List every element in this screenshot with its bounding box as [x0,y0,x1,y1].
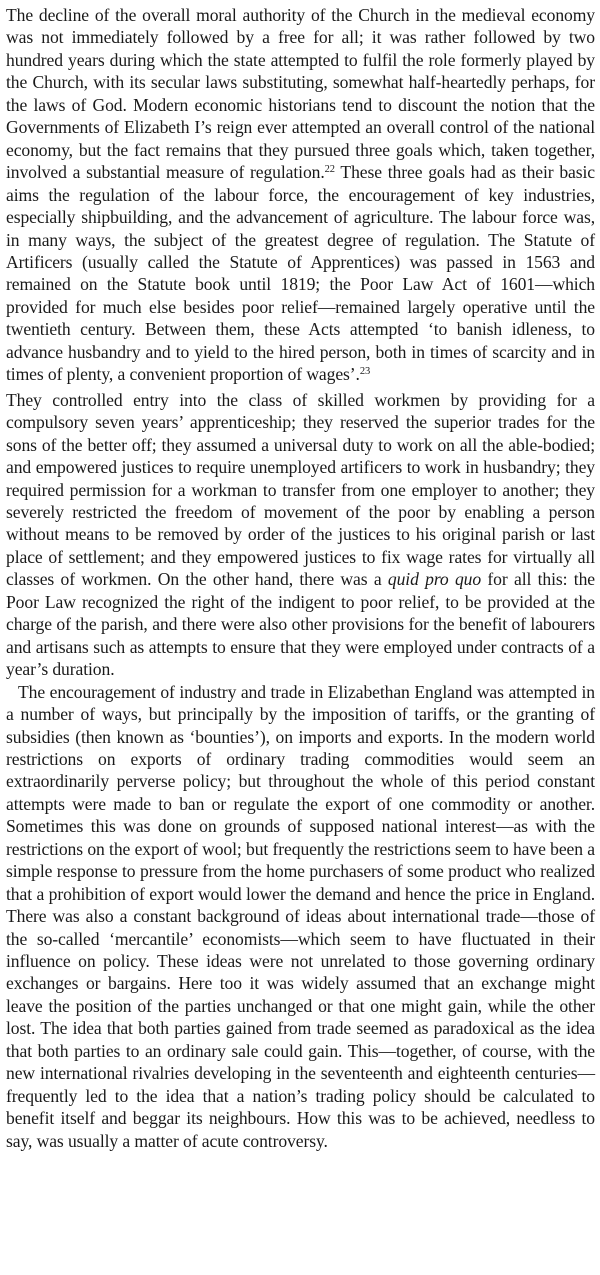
paragraph-3-text: The encouragement of industry and trade in Elizabethan England was attempted in a number of ways, but principally by the imposition of tariffs, or the granting of subsidies (then known as ‘bounties’), on imports and exports. In the modern world restrictions on exports of ordinary trading commodities would seem an extraordinarily perverse policy; but throughout the whole of this period constant attempts were made to ban or regulate the export of one commodity or another. Sometimes this was done on grounds of supposed national interest—as with the restrictions on the export of wool; but frequently the restrictions seem to have been a simple response to pressure from the home purchasers of some product who realized that a prohibition of export would lower the demand and hence the price in England. There was also a constant background of ideas about international trade—those of the so-called ‘mercantile’ economists—which seem to have fluctuated in their influence on policy. These ideas were not unrelated to those governing ordinary exchanges or bargains. Here too it was widely assumed that an exchange might leave the position of the parties unchanged or that one might gain, while the other lost. The idea that both parties gained from trade seemed as paradoxical as the idea that both parties to an ordinary sale could gain. This—together, of course, with the new international rivalries developing in the seventeenth and eighteenth centuries—frequently led to the idea that a nation’s trading policy should be calculated to benefit itself and beggar its neighbours. How this was to be achieved, needless to say, was usually a matter of acute controversy. [6,681,595,1151]
paragraph-3 [6,681,595,1153]
footnote-ref-22[interactable]: 22 [324,164,335,176]
latin-phrase: quid pro quo [387,569,482,590]
footnote-ref-23[interactable]: 23 [359,366,371,378]
paragraph-1-text-b: These three goals had as their basic aims the regulation of the labour force, the encouragement of key industries, especially shipbuilding, and the advancement of agriculture. The labour force was, in many ways, the subject of the greatest degree of regulation. The Statute of Artificers (usually called the Statute of Apprentices) was passed in 1563 and remained on the Statute book until 1819; the Poor Law Act of 1601—which provided for much else besides poor relief—remained largely operative until the twentieth century. Between them, these Acts attempted ‘to banish idleness, to advance husbandry and to yield to the hired person, both in times of scarcity and in times of plenty, a convenient proportion of wages’. [6,162,595,385]
paragraph-2-text-b: for all this: the Poor Law recognized the right of the indigent to poor relief, to be provided at the charge of the parish, and there were also other provisions for the benefit of labourers and artisans such as attempts to ensure that they were employed under contracts of a year’s duration. [6,569,595,680]
paragraph-1 [6,4,595,386]
paragraph-2-text-a: They controlled entry into the class of skilled workmen by providing for a compulsory seven years’ apprenticeship; they reserved the superior trades for the sons of the better off; they assumed a universal duty to work on all the able-bodied; and empowered justices to require unemployed artificers to work in husbandry; they required permission for a workman to transfer from one employer to another; they severely restricted the freedom of movement of the poor by enabling a person without means to be removed by order of the justices to his original parish or last place of settlement; and they empowered justices to fix wage rates for virtually all classes of workmen. On the other hand, there was a [6,389,595,590]
paragraph-1-text-a: The decline of the overall moral authority of the Church in the medieval economy was not immediately followed by a free for all; it was rather followed by two hundred years during which the state attempted to fulfil the role formerly played by the Church, with its secular laws substituting, somewhat half-heartedly perhaps, for the laws of God. Modern economic historians tend to discount the notion that the Governments of Elizabeth I’s reign ever attempted an overall control of the national economy, but the fact remains that they pursued three goals which, taken together, involved a substantial measure of regulation. [6,5,595,183]
paragraph-2 [6,389,595,681]
